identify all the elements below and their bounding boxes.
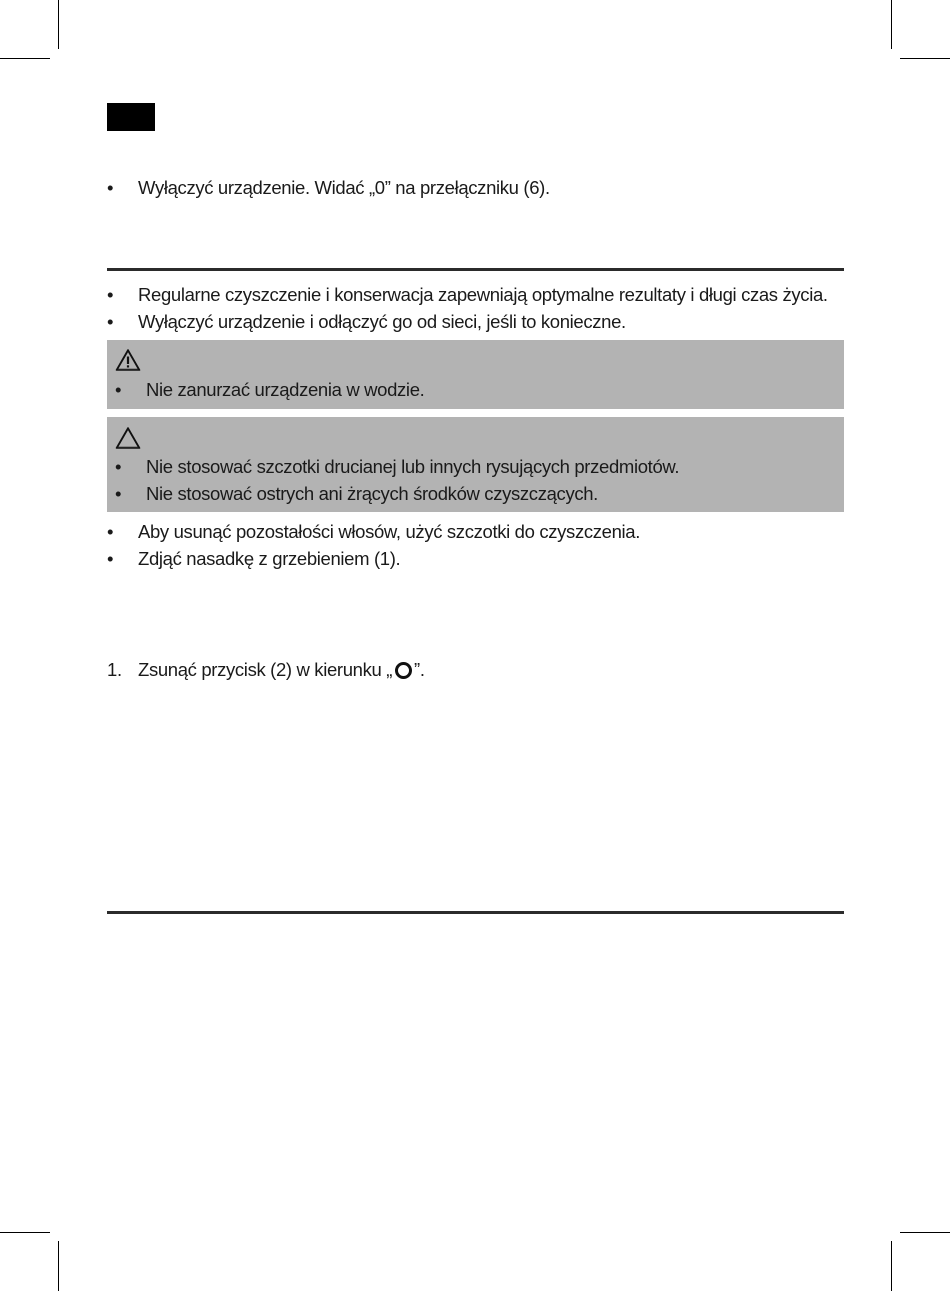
list-item	[107, 283, 844, 307]
bullet-mark: •	[107, 548, 114, 569]
crop-mark-bottom-left-horizontal	[0, 1232, 50, 1233]
numbered-step	[107, 658, 844, 682]
list-item	[107, 520, 844, 544]
bullet-mark: •	[115, 456, 122, 477]
list-item	[115, 455, 835, 479]
list-item	[107, 310, 844, 334]
bullet-mark: •	[107, 521, 114, 542]
caution-text: Nie stosować ostrych ani żrących środków czyszczących.	[146, 483, 598, 504]
caution-box	[107, 417, 844, 512]
step-text-after: ”.	[414, 659, 425, 680]
caution-triangle-icon	[115, 426, 141, 450]
language-tab	[107, 103, 155, 131]
bullet-mark: •	[115, 379, 122, 400]
bullet-mark: •	[115, 483, 122, 504]
warning-box	[107, 340, 844, 409]
cleaning-bullet-text: Wyłączyć urządzenie i odłączyć go od sieci, jeśli to konieczne.	[138, 311, 626, 332]
cleaning-bullet-text: Aby usunąć pozostałości włosów, użyć szczotki do czyszczenia.	[138, 521, 641, 542]
bullet-mark: •	[107, 311, 114, 332]
o-symbol-icon	[395, 662, 412, 679]
crop-mark-top-left-vertical	[58, 0, 59, 49]
crop-mark-top-right-vertical	[891, 0, 892, 49]
step-number: 1.	[107, 659, 122, 680]
bullet-mark: •	[107, 177, 114, 198]
warning-text: Nie zanurzać urządzenia w wodzie.	[146, 379, 425, 400]
bullet-mark: •	[107, 284, 114, 305]
section-divider	[107, 911, 844, 914]
caution-text: Nie stosować szczotki drucianej lub innych rysujących przedmiotów.	[146, 456, 680, 477]
crop-mark-bottom-right-vertical	[891, 1241, 892, 1291]
intro-text: Wyłączyć urządzenie. Widać „0” na przełączniku (6).	[138, 177, 550, 198]
step-text-before: Zsunąć przycisk (2) w kierunku „	[138, 659, 393, 680]
step-text	[138, 658, 425, 682]
crop-mark-top-left-horizontal	[0, 58, 50, 59]
cleaning-bullet-text: Zdjąć nasadkę z grzebieniem (1).	[138, 548, 401, 569]
intro-bullet-item	[107, 176, 844, 200]
crop-mark-bottom-right-horizontal	[900, 1232, 950, 1233]
crop-mark-bottom-left-vertical	[58, 1241, 59, 1291]
list-item	[115, 378, 835, 402]
list-item	[115, 482, 835, 506]
list-item	[107, 547, 844, 571]
crop-mark-top-right-horizontal	[900, 58, 950, 59]
section-divider	[107, 268, 844, 271]
cleaning-bullet-text: Regularne czyszczenie i konserwacja zapewniają optymalne rezultaty i długi czas życia.	[138, 284, 828, 305]
warning-triangle-exclamation-icon	[115, 348, 141, 372]
